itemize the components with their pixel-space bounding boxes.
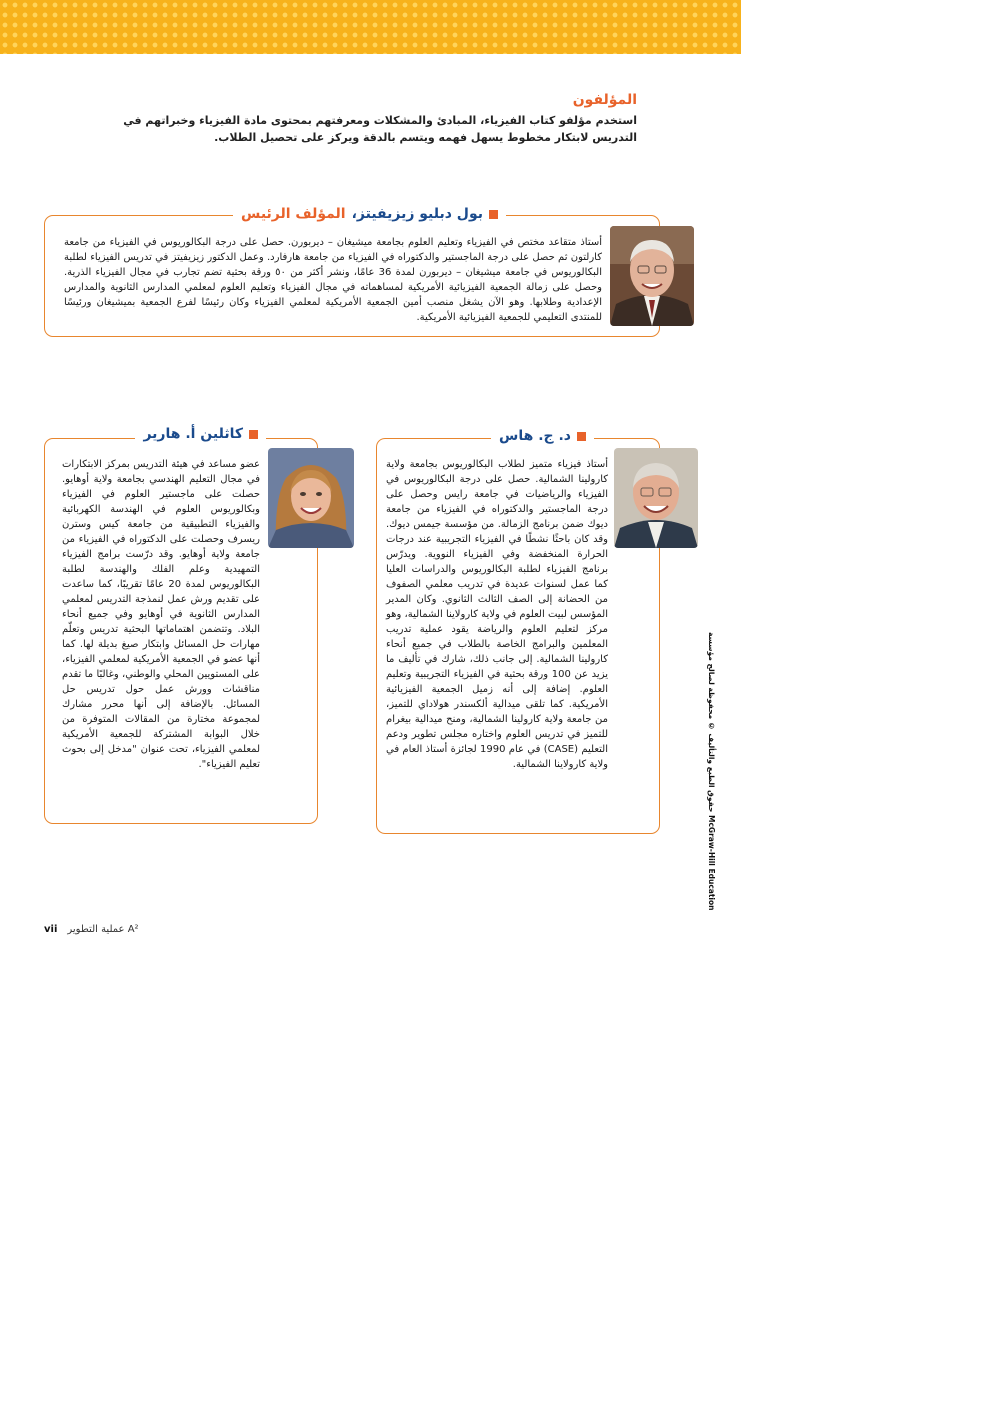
harper-name: كاثلين أ. هارير [143,426,243,442]
haase-name: د. ج. هاس [499,428,571,444]
harper-photo [268,448,354,548]
lead-author-photo [610,226,694,326]
haase-title [491,428,594,444]
footer-label: عملية التطوير A² [67,924,139,935]
page-title: المؤلفون [572,92,637,108]
lead-author-bio: أستاذ متقاعد مختص في الفيزياء وتعليم العلوم بجامعة ميشيغان – ديربورن. حصل على درجة البكالوريوس في الفيزياء من جامعة كارلتون ثم حصل على درجة الماجستير والدكتوراه في الفيزياء من جامعة هارفارد. وعمل الدكتور زيزيفيتز في تدريس الفيزياء لطلبة البكالوريوس في جامعة ميشيغان – ديربورن لمدة 36 عامًا، ونشر أكثر من ٥٠ ورقة بحثية تضم تجارب في مجال الفيزياء الذرية. وحصل على زمالة الجمعية الفيزيائية الأمريكية لمساهماته في مجال الفيزياء وتعليم العلوم لمعلمي المدارس الثانوية والمدارس الإعدادية وطلابها. وهو الآن يشغل منصب أمين الجمعية الأمريكية لمعلمي الفيزياء وكان رئيسًا لفرع الجمعية بميشيغان ورئيسًا للمنتدى التعليمي للجمعية الفيزيائية الأمريكية. [64,237,603,323]
top-banner [0,0,741,54]
harper-bio: عضو مساعد في هيئة التدريس بمركز الابتكارات في مجال التعليم الهندسي بجامعة ولاية أوهايو. حصلت على ماجستير العلوم في الفيزياء وبكالوريوس العلوم في الهندسة الكهربائية والفيزياء التطبيقية من جامعة كيس وسترن ريسرف وحصلت على الدكتوراه في الفيزياء من جامعة ولاية أوهايو. وقد درّست برامج الفيزياء التمهيدية وعلم الفلك والهندسة لطلبة البكالوريوس لمدة 20 عامًا تقريبًا، كما ساعدت على تقديم ورش عمل لنمذجة التدريس لمعلمي المدارس الثانوية في أوهايو وفي جميع أنحاء البلاد. وتتضمن اهتماماتها البحثية تدريس وتعلّم مهارات حل المسائل وابتكار صيغ بديلة لها. كما أنها عضو في الجمعية الأمريكية لمعلمي الفيزياء، على المستويين المحلي والوطني، وغالبًا ما تقدم مناقشات وورش عمل حول تدريس حل المسائل. بالإضافة إلى أنها محرر مشارك لمجموعة مختارة من المقالات المتوفرة من خلال البوابة المشتركة للجمعية الأمريكية لمعلمي الفيزياء، تحت عنوان "مدخل إلى بحوث تعليم الفيزياء". [62,459,260,770]
lead-author-role: المؤلف الرئيس [241,206,346,222]
haase-bio: أستاذ فيزياء متميز لطلاب البكالوريوس بجامعة ولاية كارولينا الشمالية. حصل على درجة البكالوريوس في الفيزياء والرياضيات في جامعة رايس وحصل على درجة الماجستير والدكتوراه في الفيزياء من جامعة ديوك ضمن برنامج الزمالة. من مؤسسة جيمس ديوك. وقد كان باحثًا نشطًا في الفيزياء التجريبية عند درجات الحرارة المنخفضة وفي الفيزياء النووية. ويدرّس برنامج الفيزياء لطلبة البكالوريوس والدراسات العليا كما عمل لسنوات عديدة في تدريب معلمي الصفوف من الحضانة إلى الصف الثالث الثانوي. وكان المدير المؤسس لبيت العلوم في ولاية كارولاينا الشمالية، وهو مركز لتعليم العلوم والرياضة يقود عملية تدريب المعلمين والبرامج الخاصة بالطلاب في جميع أنحاء كارولينا الشمالية. إلى جانب ذلك، شارك في تأليف ما يزيد عن 100 ورقة بحثية في الفيزياء التجريبية وتعليم العلوم. إضافة إلى أنه زميل الجمعية الفيزيائية الأمريكية. كما تلقى ميدالية ألكسندر هولاداي للتميز، من جامعة ولاية كارولينا الشمالية، ومنح ميدالية بيغرام للتميز في تدريس العلوم واختاره مجلس تطوير ودعم التعليم (CASE) في عام 1990 لجائزة أستاذ العام في ولاية كارولاينا الشمالية. [386,459,608,770]
harper-title [135,426,266,442]
lead-author-title [233,206,506,222]
intro-text: استخدم مؤلفو كتاب الفيزياء، المبادئ والمشكلات ومعرفتهم بمحتوى مادة الفيزياء وخبراتهم في التدريس لابتكار مخطوط يسهل فهمه ويتسم بالدقة ويركز على تحصيل الطلاب. [123,114,637,144]
intro-section [115,92,637,146]
bullet-square-icon [577,432,586,441]
lead-author-name: بول دبليو زيزيفيتز، [351,206,483,222]
bullet-square-icon [489,210,498,219]
page-footer [44,924,139,935]
bullet-square-icon [249,430,258,439]
copyright-credit: حقوق الطبع والتأليف © محفوظة لصالح مؤسسة McGraw-Hill Education [707,632,716,911]
page-number: vii [44,924,58,935]
haase-photo [614,448,698,548]
